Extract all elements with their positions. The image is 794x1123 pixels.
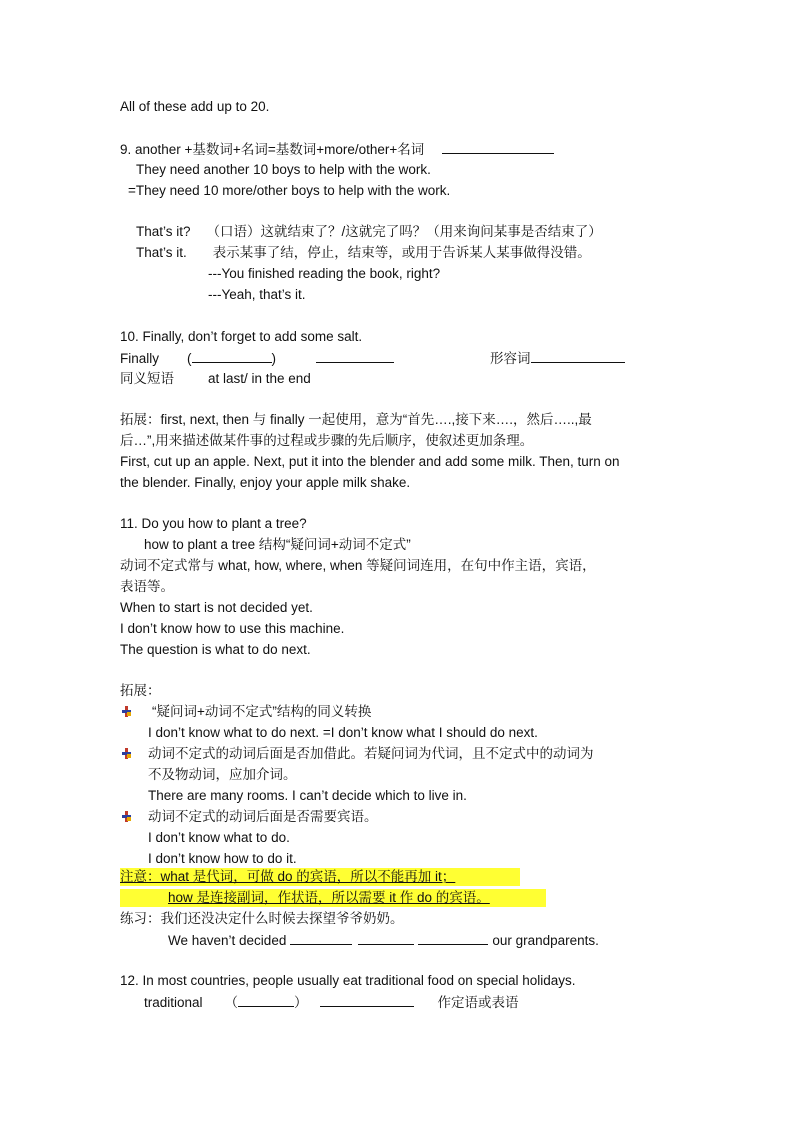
answer-blank[interactable] xyxy=(192,349,272,363)
example-sentence: First, cut up an apple. Next, put it into the blender and add some milk. Then, turn on xyxy=(120,454,620,469)
exercise-text: our grandparents. xyxy=(492,933,599,948)
text-line: 拓展：first, next, then 与 finally 一起使用，意为“首先….,接下来….，然后…..,最 xyxy=(120,412,592,427)
example-sentence: They need another 10 boys to help with the work. xyxy=(136,162,431,177)
text-line: how to plant a tree 结构“疑问词+动词不定式” xyxy=(144,537,411,552)
bullet-icon xyxy=(122,811,132,822)
example-sentence: I don’t know how to do it. xyxy=(148,851,297,866)
text-line: All of these add up to 20. xyxy=(120,99,270,114)
paren-open: （ xyxy=(224,995,239,1010)
note-highlight: 注意：what 是代词，可做 do 的宾语，所以不能再加 it； xyxy=(120,868,520,886)
answer-blank[interactable] xyxy=(531,349,625,363)
dialogue-line: ---You finished reading the book, right? xyxy=(208,266,441,281)
item-10-heading: 10. Finally, don’t forget to add some salt. xyxy=(120,329,363,344)
text-line xyxy=(120,370,311,388)
answer-blank[interactable] xyxy=(442,140,554,154)
example-sentence: I don’t know what to do. xyxy=(148,830,290,845)
item-9-text: 9. another +基数词+名词=基数词+more/other+名词 xyxy=(120,142,425,157)
text-line xyxy=(144,993,519,1012)
phrase: That’s it? xyxy=(136,224,191,239)
example-sentence: I don’t know what to do next. =I don’t know what I should do next. xyxy=(148,725,538,740)
answer-blank[interactable] xyxy=(320,993,414,1007)
text-line: 后…”,用来描述做某件事的过程或步骤的先后顺序，使叙述更加条理。 xyxy=(120,433,534,448)
text-line xyxy=(120,349,625,368)
answer-blank[interactable] xyxy=(238,993,294,1007)
answer-blank[interactable] xyxy=(290,931,352,945)
text-line xyxy=(136,223,602,241)
example-sentence: There are many rooms. I can’t decide which to live in. xyxy=(148,788,467,803)
paren-close: ) xyxy=(271,351,277,366)
text-line xyxy=(136,244,591,262)
item-12-heading: 12. In most countries, people usually eat traditional food on special holidays. xyxy=(120,973,576,988)
exercise-sentence xyxy=(168,931,599,950)
paren-close: ） xyxy=(294,995,308,1010)
word: Finally xyxy=(120,351,160,366)
text-line: 动词不定式常与 what, how, where, when 等疑问词连用，在句中作主语，宾语， xyxy=(120,558,596,573)
label: 同义短语 xyxy=(120,371,174,386)
bullet-icon xyxy=(122,706,132,717)
label: 作定语或表语 xyxy=(437,995,519,1010)
text-line: 表语等。 xyxy=(120,579,174,594)
answer-blank[interactable] xyxy=(316,349,394,363)
example-sentence: When to start is not decided yet. xyxy=(120,600,313,615)
answer-blank[interactable] xyxy=(418,931,488,945)
text-line: 拓展： xyxy=(120,683,161,698)
bullet-text: “疑问词+动词不定式”结构的同义转换 xyxy=(152,704,372,719)
example-sentence: I don’t know how to use this machine. xyxy=(120,621,345,636)
synonym-phrases: at last/ in the end xyxy=(208,371,311,386)
example-sentence: the blender. Finally, enjoy your apple milk shake. xyxy=(120,475,411,490)
example-sentence: =They need 10 more/other boys to help with the work. xyxy=(128,183,451,198)
answer-blank[interactable] xyxy=(358,931,414,945)
phrase-explanation: （口语）这就结束了？/这就完了吗？（用来询问某事是否结束了） xyxy=(206,224,602,239)
bullet-text: 不及物动词，应加介词。 xyxy=(148,767,297,782)
word: traditional xyxy=(144,995,203,1010)
exercise-prompt: 练习：我们还没决定什么时候去探望爷爷奶奶。 xyxy=(120,911,404,926)
label: 形容词 xyxy=(490,351,531,366)
note-highlight: how 是连接副词，作状语，所以需要 it 作 do 的宾语。 xyxy=(120,889,546,907)
item-9-heading xyxy=(120,140,554,159)
exercise-text: We haven’t decided xyxy=(168,933,287,948)
bullet-text: 动词不定式的动词后面是否加借此。若疑问词为代词，且不定式中的动词为 xyxy=(148,746,594,761)
phrase-explanation: 表示某事了结，停止，结束等，或用于告诉某人某事做得没错。 xyxy=(212,245,591,260)
bullet-icon xyxy=(122,748,132,759)
phrase: That’s it. xyxy=(136,245,187,260)
item-11-heading: 11. Do you how to plant a tree? xyxy=(120,516,307,531)
paren-open: ( xyxy=(187,351,192,366)
bullet-text: 动词不定式的动词后面是否需要宾语。 xyxy=(148,809,378,824)
example-sentence: The question is what to do next. xyxy=(120,642,311,657)
dialogue-line: ---Yeah, that’s it. xyxy=(208,287,306,302)
